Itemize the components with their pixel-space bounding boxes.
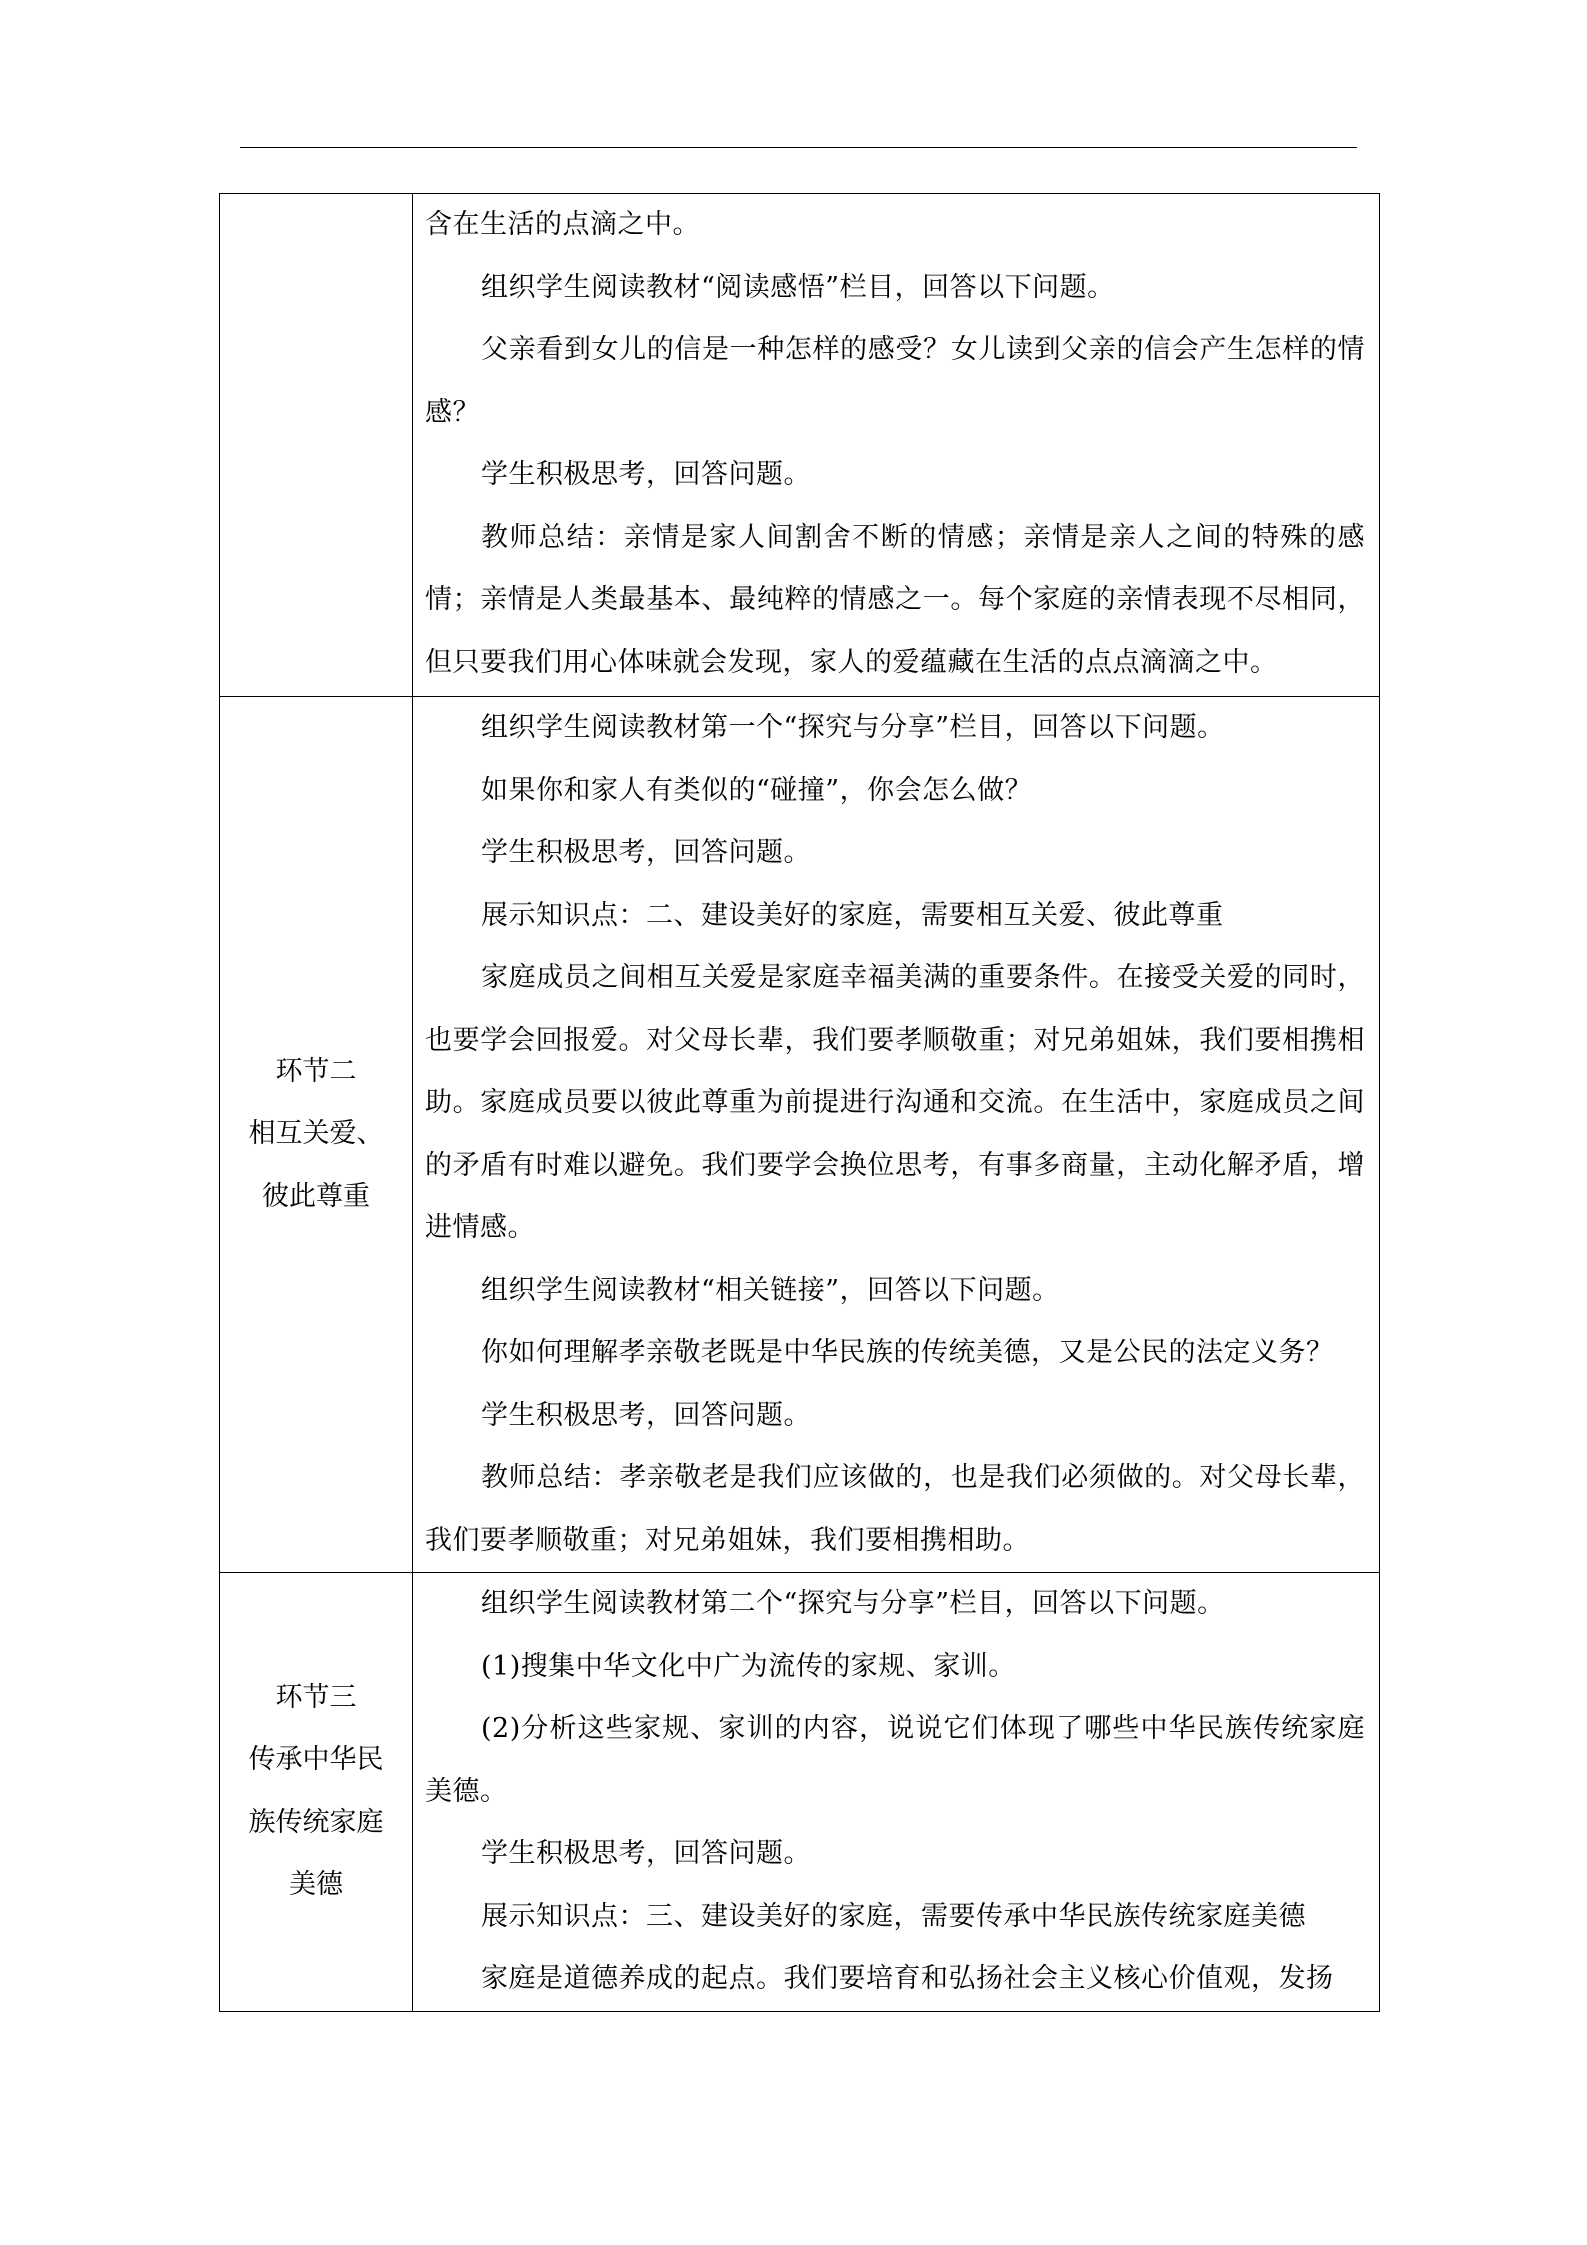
stage-label-line: 传承中华民 (248, 1744, 384, 1776)
stage-label-line: 相互关爱、 (248, 1118, 384, 1150)
content-cell (413, 194, 1380, 697)
stage-cell (220, 194, 413, 697)
stage-cell (220, 1573, 413, 2012)
content-cell (413, 1573, 1380, 2012)
paragraph: 学生积极思考，回答问题。 (481, 459, 811, 490)
paragraph: 教师总结：亲情是家人间割舍不断的情感；亲情是亲人之间的特殊的感情；亲情是人类最基本、最纯粹的情感之一。每个家庭的亲情表现不尽相同，但只要我们用心体味就会发现，家人的爱蕴藏在生活的点点滴滴之中。 (425, 521, 1365, 678)
stage-label-line: 环节三 (275, 1681, 357, 1713)
paragraph: 学生积极思考，回答问题。 (481, 837, 811, 868)
paragraph: 组织学生阅读教材“相关链接”，回答以下问题。 (481, 1274, 1060, 1306)
paragraph: (1)搜集中华文化中广为流传的家规、家训。 (481, 1650, 1016, 1682)
paragraph: 组织学生阅读教材第二个“探究与分享”栏目，回答以下问题。 (481, 1588, 1225, 1619)
lesson-plan-table (219, 193, 1380, 2012)
paragraph: 家庭是道德养成的起点。我们要培育和弘扬社会主义核心价值观，发扬 (481, 1963, 1334, 1994)
table-row (220, 1573, 1380, 2012)
paragraph: 你如何理解孝亲敬老既是中华民族的传统美德，又是公民的法定义务？ (481, 1337, 1334, 1368)
paragraph: 家庭成员之间相互关爱是家庭幸福美满的重要条件。在接受关爱的同时，也要学会回报爱。对父母长辈，我们要孝顺敬重；对兄弟姐妹，我们要相携相助。家庭成员要以彼此尊重为前提进行沟通和交流。在生活中，家庭成员之间的矛盾有时难以避免。我们要学会换位思考，有事多商量，主动化解矛盾，增进情感。 (425, 962, 1365, 1243)
paragraph: 组织学生阅读教材第一个“探究与分享”栏目，回答以下问题。 (481, 712, 1225, 743)
stage-cell (220, 697, 413, 1573)
paragraph: 学生积极思考，回答问题。 (481, 1838, 811, 1869)
stage-label-line: 美德 (289, 1869, 343, 1901)
stage-label (220, 1667, 412, 1917)
stage-label-line: 环节二 (275, 1055, 357, 1087)
stage-label (220, 1041, 412, 1229)
paragraph: 父亲看到女儿的信是一种怎样的感受？女儿读到父亲的信会产生怎样的情感？ (425, 334, 1365, 428)
table-row (220, 697, 1380, 1573)
paragraph: 含在生活的点滴之中。 (425, 209, 700, 240)
paragraph: 展示知识点：三、建设美好的家庭，需要传承中华民族传统家庭美德 (481, 1900, 1306, 1932)
stage-label-line: 族传统家庭 (248, 1806, 384, 1838)
paragraph: 组织学生阅读教材“阅读感悟”栏目，回答以下问题。 (481, 271, 1115, 303)
content-cell (413, 697, 1380, 1573)
paragraph: (2)分析这些家规、家训的内容，说说它们体现了哪些中华民族传统家庭美德。 (425, 1713, 1365, 1807)
paragraph: 展示知识点：二、建设美好的家庭，需要相互关爱、彼此尊重 (481, 899, 1224, 931)
paragraph: 学生积极思考，回答问题。 (481, 1399, 811, 1431)
paragraph: 如果你和家人有类似的“碰撞”，你会怎么做？ (481, 774, 1033, 806)
header-rule (240, 147, 1357, 148)
table-row (220, 194, 1380, 697)
paragraph: 教师总结：孝亲敬老是我们应该做的，也是我们必须做的。对父母长辈，我们要孝顺敬重；对兄弟姐妹，我们要相携相助。 (425, 1462, 1365, 1556)
stage-label-line: 彼此尊重 (262, 1180, 370, 1212)
